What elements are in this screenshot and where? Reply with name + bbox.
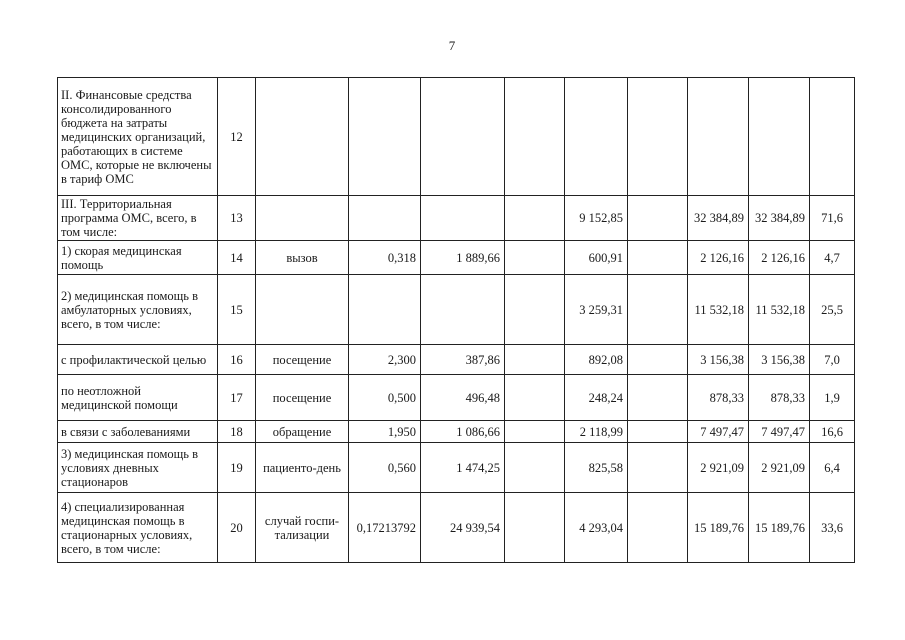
volume-cell bbox=[349, 196, 421, 241]
unit-cell: пациенто-день bbox=[256, 443, 349, 493]
col8-cell bbox=[628, 493, 688, 563]
col7-cell bbox=[565, 78, 628, 196]
col7-cell: 9 152,85 bbox=[565, 196, 628, 241]
row-label: 2) медицинская помощь в амбулаторных условиях, всего, в том числе: bbox=[58, 275, 218, 345]
row-label: с профилактической целью bbox=[58, 345, 218, 375]
cost-cell: 1 086,66 bbox=[421, 421, 505, 443]
share-cell: 16,6 bbox=[810, 421, 855, 443]
row-label: 1) скорая медицинская помощь bbox=[58, 241, 218, 275]
line-number: 16 bbox=[218, 345, 256, 375]
share-cell: 33,6 bbox=[810, 493, 855, 563]
line-number: 12 bbox=[218, 78, 256, 196]
line-number: 13 bbox=[218, 196, 256, 241]
volume-cell bbox=[349, 275, 421, 345]
unit-cell: посещение bbox=[256, 375, 349, 421]
cost-cell bbox=[421, 196, 505, 241]
volume-cell bbox=[349, 78, 421, 196]
col10-cell: 2 126,16 bbox=[749, 241, 810, 275]
col9-cell: 878,33 bbox=[688, 375, 749, 421]
col9-cell: 11 532,18 bbox=[688, 275, 749, 345]
cost-cell: 496,48 bbox=[421, 375, 505, 421]
table-row bbox=[58, 375, 855, 421]
col7-cell: 600,91 bbox=[565, 241, 628, 275]
page-number: 7 bbox=[448, 38, 456, 53]
col7-cell: 3 259,31 bbox=[565, 275, 628, 345]
table-row bbox=[58, 78, 855, 196]
col8-cell bbox=[628, 241, 688, 275]
col6-cell bbox=[505, 78, 565, 196]
cost-cell bbox=[421, 275, 505, 345]
col8-cell bbox=[628, 375, 688, 421]
table-row bbox=[58, 275, 855, 345]
col10-cell bbox=[749, 78, 810, 196]
col7-cell: 2 118,99 bbox=[565, 421, 628, 443]
col6-cell bbox=[505, 196, 565, 241]
row-label: III. Территориальная программа ОМС, всего, в том числе: bbox=[58, 196, 218, 241]
cost-cell bbox=[421, 78, 505, 196]
col8-cell bbox=[628, 196, 688, 241]
col7-cell: 825,58 bbox=[565, 443, 628, 493]
col10-cell: 11 532,18 bbox=[749, 275, 810, 345]
row-label: 4) специализированная медицинская помощь в стационарных условиях, всего, в том числе: bbox=[58, 493, 218, 563]
volume-cell: 0,560 bbox=[349, 443, 421, 493]
col10-cell: 32 384,89 bbox=[749, 196, 810, 241]
col8-cell bbox=[628, 275, 688, 345]
cost-cell: 1 889,66 bbox=[421, 241, 505, 275]
line-number: 20 bbox=[218, 493, 256, 563]
row-label: по неотложной медицинской помощи bbox=[58, 375, 218, 421]
share-cell: 6,4 bbox=[810, 443, 855, 493]
volume-cell: 0,318 bbox=[349, 241, 421, 275]
table-row bbox=[58, 493, 855, 563]
unit-cell bbox=[256, 275, 349, 345]
volume-cell: 2,300 bbox=[349, 345, 421, 375]
table-row bbox=[58, 196, 855, 241]
share-cell bbox=[810, 78, 855, 196]
financial-table bbox=[57, 77, 855, 563]
row-label: II. Финансовые средства консолидированного бюджета на затраты медицинских организаций, работающих в системе ОМС, которые не включены в тариф ОМС bbox=[58, 78, 218, 196]
col6-cell bbox=[505, 275, 565, 345]
unit-cell: обращение bbox=[256, 421, 349, 443]
col8-cell bbox=[628, 421, 688, 443]
col10-cell: 7 497,47 bbox=[749, 421, 810, 443]
col7-cell: 4 293,04 bbox=[565, 493, 628, 563]
row-label: 3) медицинская помощь в условиях дневных стационаров bbox=[58, 443, 218, 493]
share-cell: 25,5 bbox=[810, 275, 855, 345]
col9-cell: 7 497,47 bbox=[688, 421, 749, 443]
cost-cell: 1 474,25 bbox=[421, 443, 505, 493]
table-row bbox=[58, 345, 855, 375]
volume-cell: 1,950 bbox=[349, 421, 421, 443]
col9-cell: 32 384,89 bbox=[688, 196, 749, 241]
col9-cell: 2 921,09 bbox=[688, 443, 749, 493]
col6-cell bbox=[505, 493, 565, 563]
share-cell: 1,9 bbox=[810, 375, 855, 421]
col8-cell bbox=[628, 78, 688, 196]
volume-cell: 0,500 bbox=[349, 375, 421, 421]
col6-cell bbox=[505, 375, 565, 421]
col9-cell bbox=[688, 78, 749, 196]
col6-cell bbox=[505, 345, 565, 375]
share-cell: 71,6 bbox=[810, 196, 855, 241]
line-number: 19 bbox=[218, 443, 256, 493]
unit-cell bbox=[256, 78, 349, 196]
row-label: в связи с заболеваниями bbox=[58, 421, 218, 443]
col8-cell bbox=[628, 443, 688, 493]
table-row bbox=[58, 241, 855, 275]
share-cell: 4,7 bbox=[810, 241, 855, 275]
col7-cell: 892,08 bbox=[565, 345, 628, 375]
col8-cell bbox=[628, 345, 688, 375]
col10-cell: 3 156,38 bbox=[749, 345, 810, 375]
col9-cell: 3 156,38 bbox=[688, 345, 749, 375]
col6-cell bbox=[505, 241, 565, 275]
line-number: 17 bbox=[218, 375, 256, 421]
line-number: 15 bbox=[218, 275, 256, 345]
share-cell: 7,0 bbox=[810, 345, 855, 375]
cost-cell: 24 939,54 bbox=[421, 493, 505, 563]
col7-cell: 248,24 bbox=[565, 375, 628, 421]
cost-cell: 387,86 bbox=[421, 345, 505, 375]
col10-cell: 2 921,09 bbox=[749, 443, 810, 493]
table-row bbox=[58, 421, 855, 443]
unit-cell: посещение bbox=[256, 345, 349, 375]
line-number: 14 bbox=[218, 241, 256, 275]
col9-cell: 2 126,16 bbox=[688, 241, 749, 275]
col6-cell bbox=[505, 443, 565, 493]
table-row bbox=[58, 443, 855, 493]
volume-cell: 0,17213792 bbox=[349, 493, 421, 563]
unit-cell bbox=[256, 196, 349, 241]
col10-cell: 878,33 bbox=[749, 375, 810, 421]
col9-cell: 15 189,76 bbox=[688, 493, 749, 563]
line-number: 18 bbox=[218, 421, 256, 443]
unit-cell: вызов bbox=[256, 241, 349, 275]
col10-cell: 15 189,76 bbox=[749, 493, 810, 563]
unit-cell: случай госпи-тализации bbox=[256, 493, 349, 563]
col6-cell bbox=[505, 421, 565, 443]
